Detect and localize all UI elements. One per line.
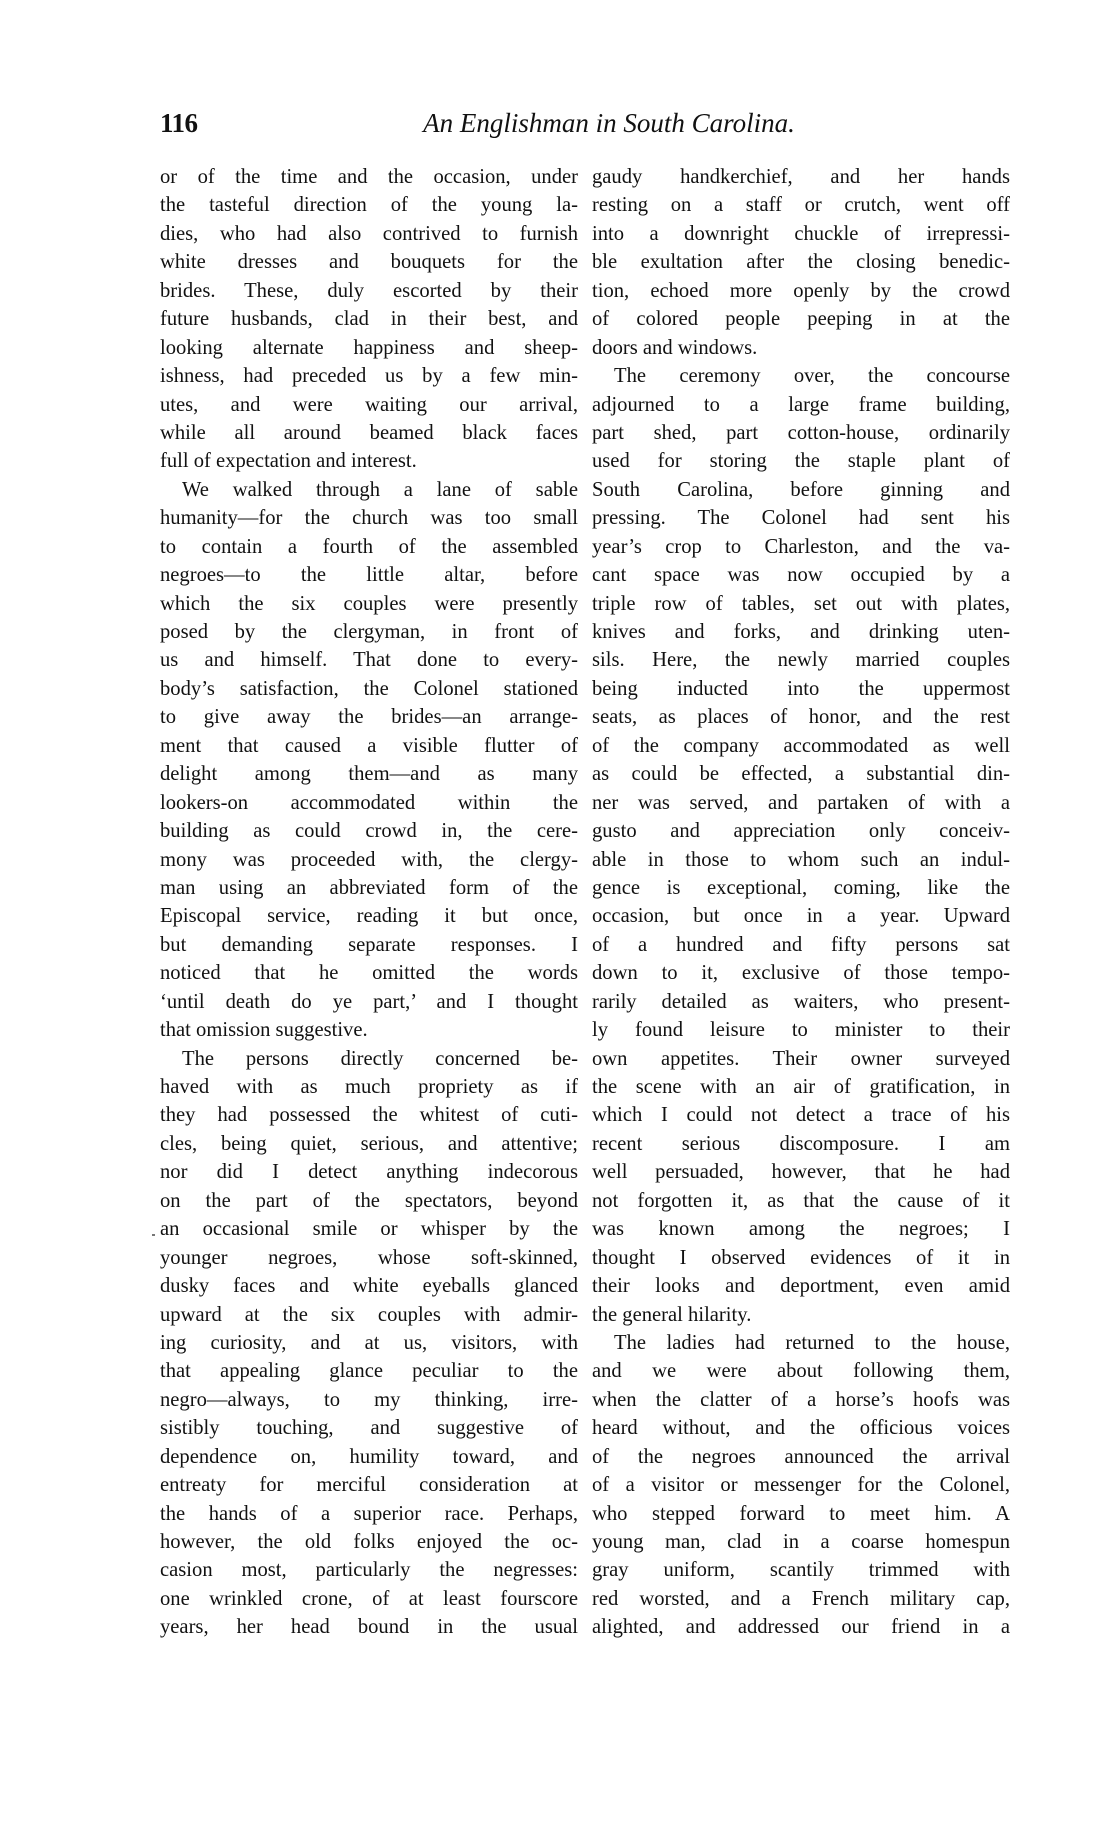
text-line: brides. These, duly escorted by their (160, 279, 578, 302)
text-line: casion most, particularly the negresses: (160, 1559, 578, 1582)
text-line: one wrinkled crone, of at least fourscore (160, 1587, 578, 1610)
text-line: their looks and deportment, even amid (592, 1275, 1010, 1298)
paragraph-first-line: The ceremony over, the concourse (614, 365, 1010, 388)
text-line: alighted, and addressed our friend in a (592, 1616, 1010, 1639)
text-line: which the six couples were presently (160, 592, 578, 615)
text-line: ble exultation after the closing benedic- (592, 251, 1010, 274)
text-line: younger negroes, whose soft-skinned, (160, 1246, 578, 1269)
text-line: us and himself. That done to every- (160, 649, 578, 672)
text-line: noticed that he omitted the words (160, 962, 578, 985)
text-line: South Carolina, before ginning and (592, 478, 1010, 501)
text-line: on the part of the spectators, beyond (160, 1189, 578, 1212)
text-line: occasion, but once in a year. Upward (592, 905, 1010, 928)
text-line: or of the time and the occasion, under (160, 166, 578, 188)
text-line: upward at the six couples with admir- (160, 1303, 578, 1326)
text-line: while all around beamed black faces (160, 421, 578, 444)
text-line: into a downright chuckle of irrepressi- (592, 222, 1010, 245)
text-line: ‘until death do ye part,’ and I thought (160, 990, 578, 1013)
text-line: and we were about following them, (592, 1360, 1010, 1383)
text-line: of colored people peeping in at the (592, 308, 1010, 331)
text-line: the tasteful direction of the young la- (160, 194, 578, 217)
text-line: ly found leisure to minister to their (592, 1019, 1010, 1042)
text-line: red worsted, and a French military cap, (592, 1587, 1010, 1610)
text-line: that appealing glance peculiar to the (160, 1360, 578, 1383)
text-line: gray uniform, scantily trimmed with (592, 1559, 1010, 1582)
text-line: cant space was now occupied by a (592, 564, 1010, 587)
text-line: to give away the brides—an arrange- (160, 706, 578, 729)
text-line: gence is exceptional, coming, like the (592, 876, 1010, 899)
text-line: being inducted into the uppermost (592, 677, 1010, 700)
text-line: was known among the negroes; I (592, 1218, 1010, 1241)
text-line: tion, echoed more openly by the crowd (592, 279, 1010, 302)
text-line: looking alternate happiness and sheep- (160, 336, 578, 359)
text-line: the general hilarity. (592, 1303, 752, 1326)
text-line: seats, as places of honor, and the rest (592, 706, 1010, 729)
text-line: humanity—for the church was too small (160, 507, 578, 530)
text-line: negroes—to the little altar, before (160, 564, 578, 587)
text-line: resting on a staff or crutch, went off (592, 194, 1010, 217)
running-title: An Englishman in South Carolina. (423, 108, 795, 138)
text-line: adjourned to a large frame building, (592, 393, 1010, 416)
text-line: well persuaded, however, that he had (592, 1161, 1010, 1184)
page-header (160, 108, 1018, 148)
right-text-column (592, 163, 1010, 1642)
text-line: recent serious discomposure. I am (592, 1132, 1010, 1155)
text-line: that omission suggestive. (160, 1019, 368, 1042)
text-line: heard without, and the officious voices (592, 1417, 1010, 1440)
text-line: posed by the clergyman, in front of (160, 621, 578, 643)
text-line: down to it, exclusive of those tempo- (592, 962, 1010, 985)
text-line: year’s crop to Charleston, and the va- (592, 535, 1010, 558)
text-line: negro—always, to my thinking, irre- (160, 1388, 578, 1411)
text-line: body’s satisfaction, the Colonel stationed (160, 677, 578, 700)
text-line: of a hundred and fifty persons sat (592, 933, 1010, 956)
text-line: part shed, part cotton-house, ordinarily (592, 421, 1010, 444)
text-line: the hands of a superior race. Perhaps, (160, 1502, 578, 1525)
text-line: as could be effected, a substantial din- (592, 763, 1010, 786)
text-line: ing curiosity, and at us, visitors, with (160, 1331, 578, 1354)
text-line: able in those to whom such an indul- (592, 848, 1010, 871)
text-line: not forgotten it, as that the cause of it (592, 1189, 1010, 1212)
text-line: full of expectation and interest. (160, 450, 417, 473)
text-line: delight among them—and as many (160, 763, 578, 786)
text-line: gusto and appreciation only conceiv- (592, 820, 1010, 843)
text-line: dependence on, humility toward, and (160, 1445, 578, 1468)
text-line: haved with as much propriety as if (160, 1076, 578, 1098)
text-line: which I could not detect a trace of his (592, 1104, 1010, 1127)
text-line: ner was served, and partaken of with a (592, 791, 1010, 814)
text-line: triple row of tables, set out with plates, (592, 592, 1010, 615)
text-line: Episcopal service, reading it but once, (160, 905, 578, 928)
text-line: to contain a fourth of the assembled (160, 535, 578, 558)
text-line: sils. Here, the newly married couples (592, 649, 1010, 672)
text-line: when the clatter of a horse’s hoofs was (592, 1388, 1010, 1411)
text-line: the scene with an air of gratification, in (592, 1076, 1010, 1098)
page-number: 116 (160, 108, 198, 138)
text-line: man using an abbreviated form of the (160, 876, 578, 899)
text-line: however, the old folks enjoyed the oc- (160, 1531, 578, 1553)
text-line: of the negroes announced the arrival (592, 1445, 1010, 1468)
text-line: doors and windows. (592, 336, 758, 359)
text-line: ishness, had preceded us by a few min- (160, 365, 578, 388)
text-line: nor did I detect anything indecorous (160, 1161, 578, 1184)
paragraph-first-line: We walked through a lane of sable (182, 478, 578, 501)
text-line: but demanding separate responses. I (160, 933, 578, 956)
text-line: entreaty for merciful consideration at (160, 1474, 578, 1497)
text-line: mony was proceeded with, the clergy- (160, 848, 578, 871)
text-line: ment that caused a visible flutter of (160, 734, 578, 757)
left-text-column (160, 163, 578, 1642)
text-line: used for storing the staple plant of (592, 450, 1010, 473)
text-line: of a visitor or messenger for the Colonel, (592, 1474, 1010, 1497)
text-line: sistibly touching, and suggestive of (160, 1417, 578, 1440)
paragraph-first-line: The ladies had returned to the house, (614, 1331, 1010, 1354)
print-speck (152, 1234, 155, 1236)
text-line: an occasional smile or whisper by the (160, 1218, 578, 1241)
text-line: pressing. The Colonel had sent his (592, 507, 1010, 530)
text-line: knives and forks, and drinking uten- (592, 621, 1010, 643)
text-line: own appetites. Their owner surveyed (592, 1047, 1010, 1070)
text-line: who stepped forward to meet him. A (592, 1502, 1010, 1525)
text-line: dusky faces and white eyeballs glanced (160, 1275, 578, 1298)
text-line: thought I observed evidences of it in (592, 1246, 1010, 1269)
text-line: white dresses and bouquets for the (160, 251, 578, 274)
text-line: rarily detailed as waiters, who present- (592, 990, 1010, 1013)
text-line: years, her head bound in the usual (160, 1616, 578, 1639)
text-line: gaudy handkerchief, and her hands (592, 166, 1010, 188)
text-line: lookers-on accommodated within the (160, 791, 578, 814)
text-line: cles, being quiet, serious, and attentive; (160, 1132, 578, 1155)
text-line: dies, who had also contrived to furnish (160, 222, 578, 245)
text-line: building as could crowd in, the cere- (160, 820, 578, 843)
text-line: young man, clad in a coarse homespun (592, 1531, 1010, 1553)
text-line: future husbands, clad in their best, and (160, 308, 578, 331)
text-line: of the company accommodated as well (592, 734, 1010, 757)
text-line: they had possessed the whitest of cuti- (160, 1104, 578, 1127)
paragraph-first-line: The persons directly concerned be- (182, 1047, 578, 1070)
text-line: utes, and were waiting our arrival, (160, 393, 578, 416)
